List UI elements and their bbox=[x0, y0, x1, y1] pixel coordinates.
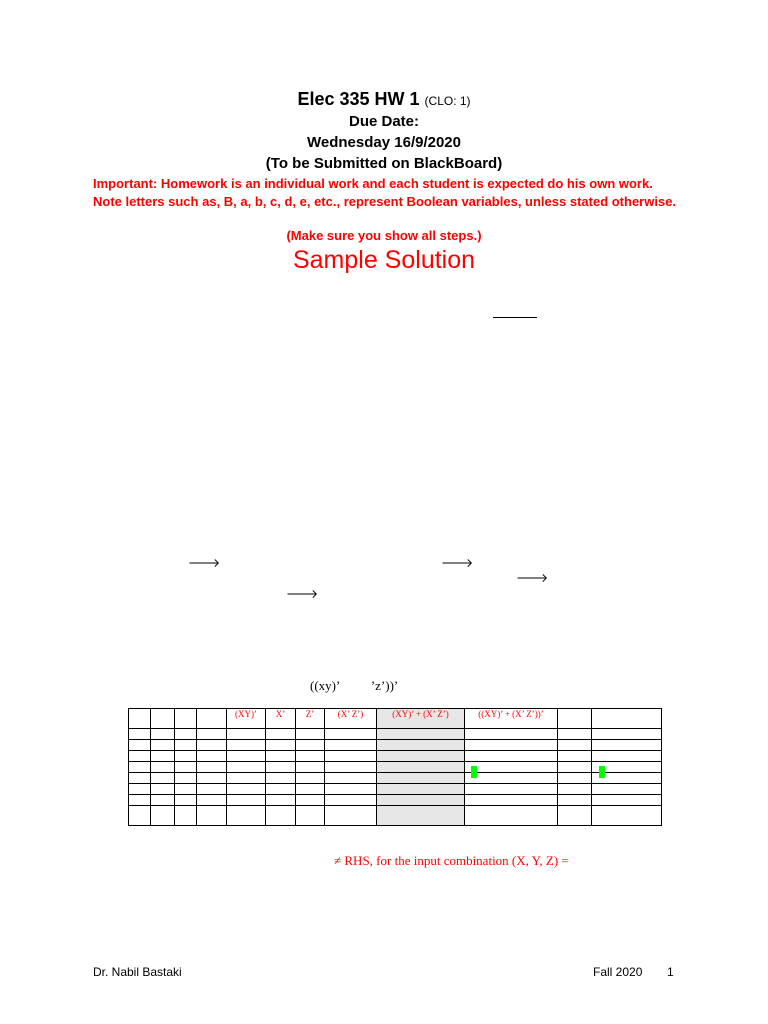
table-cell bbox=[377, 762, 465, 773]
table-cell bbox=[175, 740, 197, 751]
inequality-note: ≠ RHS, for the input combination (X, Y, Z) = bbox=[334, 853, 569, 868]
table-cell bbox=[296, 795, 325, 806]
table-cell bbox=[296, 762, 325, 773]
table-header-cell bbox=[592, 709, 662, 729]
due-date: Wednesday 16/9/2020 bbox=[307, 134, 461, 151]
table-row bbox=[129, 729, 662, 740]
sample-solution-heading: Sample Solution bbox=[292, 246, 476, 274]
table-cell bbox=[377, 740, 465, 751]
table-header-cell bbox=[558, 709, 592, 729]
table-cell bbox=[129, 773, 151, 784]
table-cell bbox=[129, 762, 151, 773]
table-cell bbox=[592, 751, 662, 762]
table-cell bbox=[151, 784, 175, 795]
table-cell bbox=[227, 795, 266, 806]
table-cell bbox=[558, 806, 592, 826]
table-cell bbox=[266, 751, 296, 762]
table-row bbox=[129, 806, 662, 826]
table-cell bbox=[465, 806, 558, 826]
table-cell bbox=[227, 762, 266, 773]
table-cell bbox=[227, 729, 266, 740]
table-cell bbox=[592, 795, 662, 806]
table-cell bbox=[151, 762, 175, 773]
table-cell bbox=[266, 806, 296, 826]
table-row bbox=[129, 773, 662, 784]
table-cell bbox=[266, 729, 296, 740]
table-cell bbox=[129, 806, 151, 826]
table-cell bbox=[197, 740, 227, 751]
table-cell bbox=[296, 751, 325, 762]
table-cell bbox=[151, 795, 175, 806]
table-cell bbox=[197, 762, 227, 773]
arrow-right-icon: 🡒 bbox=[441, 556, 474, 570]
table-header-cell: Z’ bbox=[296, 709, 325, 729]
table-cell bbox=[151, 806, 175, 826]
table-cell bbox=[175, 795, 197, 806]
overline-bar bbox=[493, 317, 537, 318]
table-header-cell bbox=[197, 709, 227, 729]
table-cell bbox=[266, 762, 296, 773]
table-cell bbox=[296, 784, 325, 795]
table-cell bbox=[377, 729, 465, 740]
table-cell bbox=[197, 806, 227, 826]
table-row bbox=[129, 751, 662, 762]
table-cell bbox=[325, 740, 377, 751]
table-cell bbox=[558, 751, 592, 762]
expression-part: ’z’))’ bbox=[370, 678, 399, 693]
table-cell bbox=[129, 784, 151, 795]
footer-term: Fall 2020 bbox=[593, 965, 643, 979]
table-cell bbox=[377, 751, 465, 762]
table-cell bbox=[465, 784, 558, 795]
table-cell bbox=[325, 806, 377, 826]
table-header-cell: ((XY)’ + (X’ Z’))’ bbox=[465, 709, 558, 729]
table-cell bbox=[175, 773, 197, 784]
table-cell bbox=[266, 773, 296, 784]
table-cell bbox=[227, 740, 266, 751]
table-cell bbox=[129, 795, 151, 806]
table-header-cell bbox=[175, 709, 197, 729]
table-cell bbox=[175, 806, 197, 826]
table-cell bbox=[325, 795, 377, 806]
table-cell bbox=[465, 762, 558, 773]
table-cell bbox=[592, 806, 662, 826]
table-cell bbox=[175, 762, 197, 773]
table-row bbox=[129, 795, 662, 806]
important-notice: Important: Homework is an individual work and each student is expected do his own work. Note letters such as, B, a, b, c, d, e, etc., represent Boolean variables, unless stated otherwise. bbox=[93, 176, 677, 209]
table-cell bbox=[266, 784, 296, 795]
table-cell bbox=[151, 729, 175, 740]
table-cell bbox=[465, 795, 558, 806]
table-row bbox=[129, 762, 662, 773]
table-cell bbox=[151, 740, 175, 751]
table-cell bbox=[558, 784, 592, 795]
table-cell bbox=[296, 729, 325, 740]
highlight-mark bbox=[471, 766, 477, 778]
table-header-row bbox=[129, 709, 662, 729]
table-cell bbox=[558, 795, 592, 806]
table-cell bbox=[129, 729, 151, 740]
table-cell bbox=[558, 740, 592, 751]
table-cell bbox=[465, 751, 558, 762]
table-cell bbox=[325, 762, 377, 773]
table-cell bbox=[558, 729, 592, 740]
table-header-cell: (XY)’ bbox=[227, 709, 266, 729]
table-cell bbox=[129, 751, 151, 762]
table-cell bbox=[325, 729, 377, 740]
table-cell bbox=[175, 784, 197, 795]
highlight-mark bbox=[599, 766, 605, 778]
table-header-cell bbox=[151, 709, 175, 729]
title-text: Elec 335 HW 1 bbox=[297, 89, 420, 109]
table-cell bbox=[175, 751, 197, 762]
table-header-cell bbox=[129, 709, 151, 729]
table-cell bbox=[592, 784, 662, 795]
table-cell bbox=[465, 773, 558, 784]
table-cell bbox=[197, 773, 227, 784]
table-row bbox=[129, 784, 662, 795]
table-cell bbox=[266, 740, 296, 751]
table-cell bbox=[377, 773, 465, 784]
expression-part: ((xy)’ bbox=[310, 678, 341, 693]
table-row bbox=[129, 740, 662, 751]
submission-note: (To be Submitted on BlackBoard) bbox=[265, 155, 503, 172]
truth-table bbox=[128, 708, 662, 826]
table-cell bbox=[197, 795, 227, 806]
table-cell bbox=[151, 773, 175, 784]
table-cell bbox=[296, 773, 325, 784]
footer-author: Dr. Nabil Bastaki bbox=[93, 965, 182, 979]
document-title bbox=[0, 89, 768, 110]
steps-note: (Make sure you show all steps.) bbox=[286, 228, 482, 243]
footer-page-number: 1 bbox=[667, 965, 674, 979]
table-header-cell: X’ bbox=[266, 709, 296, 729]
table-cell bbox=[197, 729, 227, 740]
table-cell bbox=[592, 729, 662, 740]
table-header-cell: (X’ Z’) bbox=[325, 709, 377, 729]
table-cell bbox=[325, 784, 377, 795]
table-cell bbox=[592, 740, 662, 751]
table-cell bbox=[377, 784, 465, 795]
arrow-right-icon: 🡒 bbox=[516, 571, 549, 585]
table-cell bbox=[465, 729, 558, 740]
table-cell bbox=[296, 806, 325, 826]
table-cell bbox=[377, 795, 465, 806]
table-cell bbox=[325, 751, 377, 762]
table-cell bbox=[558, 762, 592, 773]
table-header-cell: (XY)’ + (X’ Z’) bbox=[377, 709, 465, 729]
table-cell bbox=[296, 740, 325, 751]
table-cell bbox=[227, 806, 266, 826]
clo-label: (CLO: 1) bbox=[424, 94, 471, 108]
table-cell bbox=[266, 795, 296, 806]
table-cell bbox=[325, 773, 377, 784]
table-cell bbox=[558, 773, 592, 784]
arrow-right-icon: 🡒 bbox=[286, 587, 319, 601]
table-cell bbox=[227, 784, 266, 795]
table-cell bbox=[197, 751, 227, 762]
arrow-right-icon: 🡒 bbox=[188, 556, 221, 570]
due-date-label: Due Date: bbox=[348, 113, 419, 130]
table-cell bbox=[227, 773, 266, 784]
table-cell bbox=[377, 806, 465, 826]
table-cell bbox=[197, 784, 227, 795]
table-cell bbox=[465, 740, 558, 751]
table-cell bbox=[175, 729, 197, 740]
boolean-expression bbox=[310, 678, 398, 694]
table-cell bbox=[129, 740, 151, 751]
table-cell bbox=[227, 751, 266, 762]
table-cell bbox=[151, 751, 175, 762]
